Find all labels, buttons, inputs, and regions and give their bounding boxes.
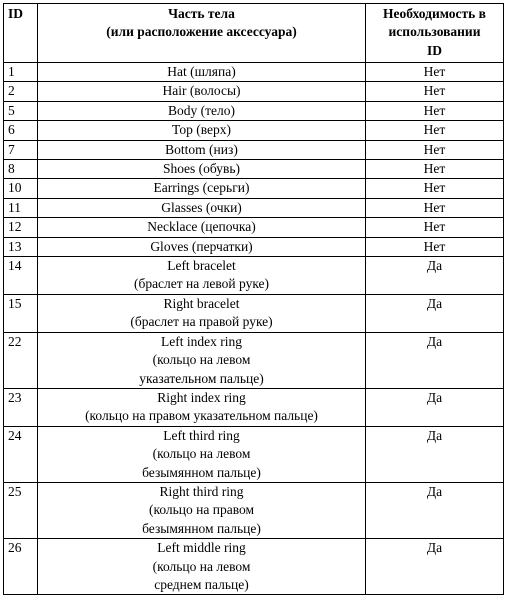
header-id: ID xyxy=(4,4,38,63)
cell-body-part xyxy=(38,140,366,159)
cell-id: 8 xyxy=(4,160,38,179)
cell-body-part-line: указательном пальце) xyxy=(139,370,264,386)
cell-body-part-line: (кольцо на правом указательном пальце) xyxy=(85,408,318,424)
cell-body-part-line: Glasses (очки) xyxy=(161,199,242,215)
cell-id: 11 xyxy=(4,198,38,217)
cell-body-part-line: Left third ring xyxy=(163,427,240,443)
cell-body-part-line: (браслет на правой руке) xyxy=(130,314,273,330)
cell-id: 23 xyxy=(4,388,38,426)
cell-body-part-line: (кольцо на левом xyxy=(152,352,251,368)
cell-id-required: Нет xyxy=(366,101,504,120)
cell-id-required: Нет xyxy=(366,218,504,237)
header-body-part-line: (или расположение аксессуара) xyxy=(106,24,297,40)
cell-body-part xyxy=(38,332,366,388)
cell-body-part-line: Shoes (обувь) xyxy=(162,161,240,177)
cell-body-part-line: (кольцо на левом xyxy=(152,558,251,574)
cell-id-required: Нет xyxy=(366,237,504,256)
cell-id: 6 xyxy=(4,121,38,140)
table-header-row xyxy=(4,4,504,63)
cell-body-part-line: Right bracelet xyxy=(163,295,240,311)
cell-body-part xyxy=(38,101,366,120)
cell-body-part-line: безымянном пальце) xyxy=(142,520,261,536)
cell-id: 5 xyxy=(4,101,38,120)
cell-body-part-line: Gloves (перчатки) xyxy=(150,238,253,254)
header-id-required xyxy=(366,4,504,63)
table-row xyxy=(4,82,504,101)
cell-body-part xyxy=(38,257,366,295)
cell-body-part-line: Hat (шляпа) xyxy=(167,64,236,79)
cell-id-required: Нет xyxy=(366,160,504,179)
cell-body-part-line: (браслет на левой руке) xyxy=(133,276,270,292)
header-body-part xyxy=(38,4,366,63)
cell-body-part-line: Left bracelet xyxy=(167,258,236,274)
cell-body-part xyxy=(38,179,366,198)
cell-body-part xyxy=(38,82,366,101)
cell-body-part xyxy=(38,426,366,482)
cell-body-part-line: Right third ring xyxy=(159,483,244,499)
cell-id-required: Нет xyxy=(366,121,504,140)
cell-body-part xyxy=(38,160,366,179)
table-body xyxy=(4,63,504,595)
header-id-required-line: ID xyxy=(426,42,442,58)
table-row xyxy=(4,332,504,388)
cell-body-part xyxy=(38,294,366,332)
cell-id-required: Нет xyxy=(366,140,504,159)
table-row xyxy=(4,539,504,595)
table-row xyxy=(4,257,504,295)
cell-id-required: Да xyxy=(366,257,504,295)
cell-body-part-line: Left index ring xyxy=(161,333,242,349)
header-body-part-line: Часть тела xyxy=(168,6,235,21)
cell-body-part xyxy=(38,237,366,256)
table-row xyxy=(4,426,504,482)
cell-id: 7 xyxy=(4,140,38,159)
table-row xyxy=(4,198,504,217)
cell-body-part xyxy=(38,63,366,82)
cell-body-part-line: Bottom (низ) xyxy=(165,141,238,157)
cell-id: 10 xyxy=(4,179,38,198)
cell-id-required: Да xyxy=(366,482,504,538)
table-row xyxy=(4,218,504,237)
cell-body-part-line: Body (тело) xyxy=(168,102,235,118)
cell-body-part-line: Left middle ring xyxy=(157,540,246,556)
cell-body-part-line: Earrings (серьги) xyxy=(153,180,250,196)
cell-body-part xyxy=(38,388,366,426)
cell-body-part-line: Hair (волосы) xyxy=(162,83,241,99)
cell-body-part xyxy=(38,218,366,237)
cell-id: 1 xyxy=(4,63,38,82)
cell-id: 24 xyxy=(4,426,38,482)
cell-body-part-line: среднем пальце) xyxy=(154,576,249,592)
cell-id: 2 xyxy=(4,82,38,101)
cell-body-part-line: (кольцо на левом xyxy=(152,446,251,462)
cell-id-required: Да xyxy=(366,294,504,332)
cell-id: 12 xyxy=(4,218,38,237)
table-row xyxy=(4,140,504,159)
header-id-required-line: использовании xyxy=(388,24,481,40)
cell-body-part-line: Right index ring xyxy=(157,389,246,405)
cell-id: 22 xyxy=(4,332,38,388)
cell-body-part-line: Top (верх) xyxy=(172,122,231,138)
cell-body-part xyxy=(38,198,366,217)
header-id-required-line: Необходимость в xyxy=(383,6,486,21)
table-row xyxy=(4,388,504,426)
table-row xyxy=(4,237,504,256)
cell-body-part xyxy=(38,121,366,140)
cell-id-required: Нет xyxy=(366,82,504,101)
table-row xyxy=(4,121,504,140)
cell-id: 13 xyxy=(4,237,38,256)
table-row xyxy=(4,63,504,82)
cell-id: 14 xyxy=(4,257,38,295)
cell-body-part-line: (кольцо на правом xyxy=(148,502,255,518)
cell-id: 15 xyxy=(4,294,38,332)
table-row xyxy=(4,294,504,332)
body-parts-table xyxy=(3,3,504,595)
cell-id-required: Да xyxy=(366,332,504,388)
cell-body-part-line: безымянном пальце) xyxy=(142,464,261,480)
cell-id: 26 xyxy=(4,539,38,595)
cell-id-required: Нет xyxy=(366,63,504,82)
cell-id: 25 xyxy=(4,482,38,538)
cell-body-part xyxy=(38,482,366,538)
cell-id-required: Да xyxy=(366,426,504,482)
cell-body-part-line: Necklace (цепочка) xyxy=(147,219,256,235)
cell-body-part xyxy=(38,539,366,595)
cell-id-required: Нет xyxy=(366,198,504,217)
table-row xyxy=(4,179,504,198)
table-row xyxy=(4,101,504,120)
cell-id-required: Нет xyxy=(366,179,504,198)
table-row xyxy=(4,482,504,538)
cell-id-required: Да xyxy=(366,388,504,426)
cell-id-required: Да xyxy=(366,539,504,595)
table-row xyxy=(4,160,504,179)
